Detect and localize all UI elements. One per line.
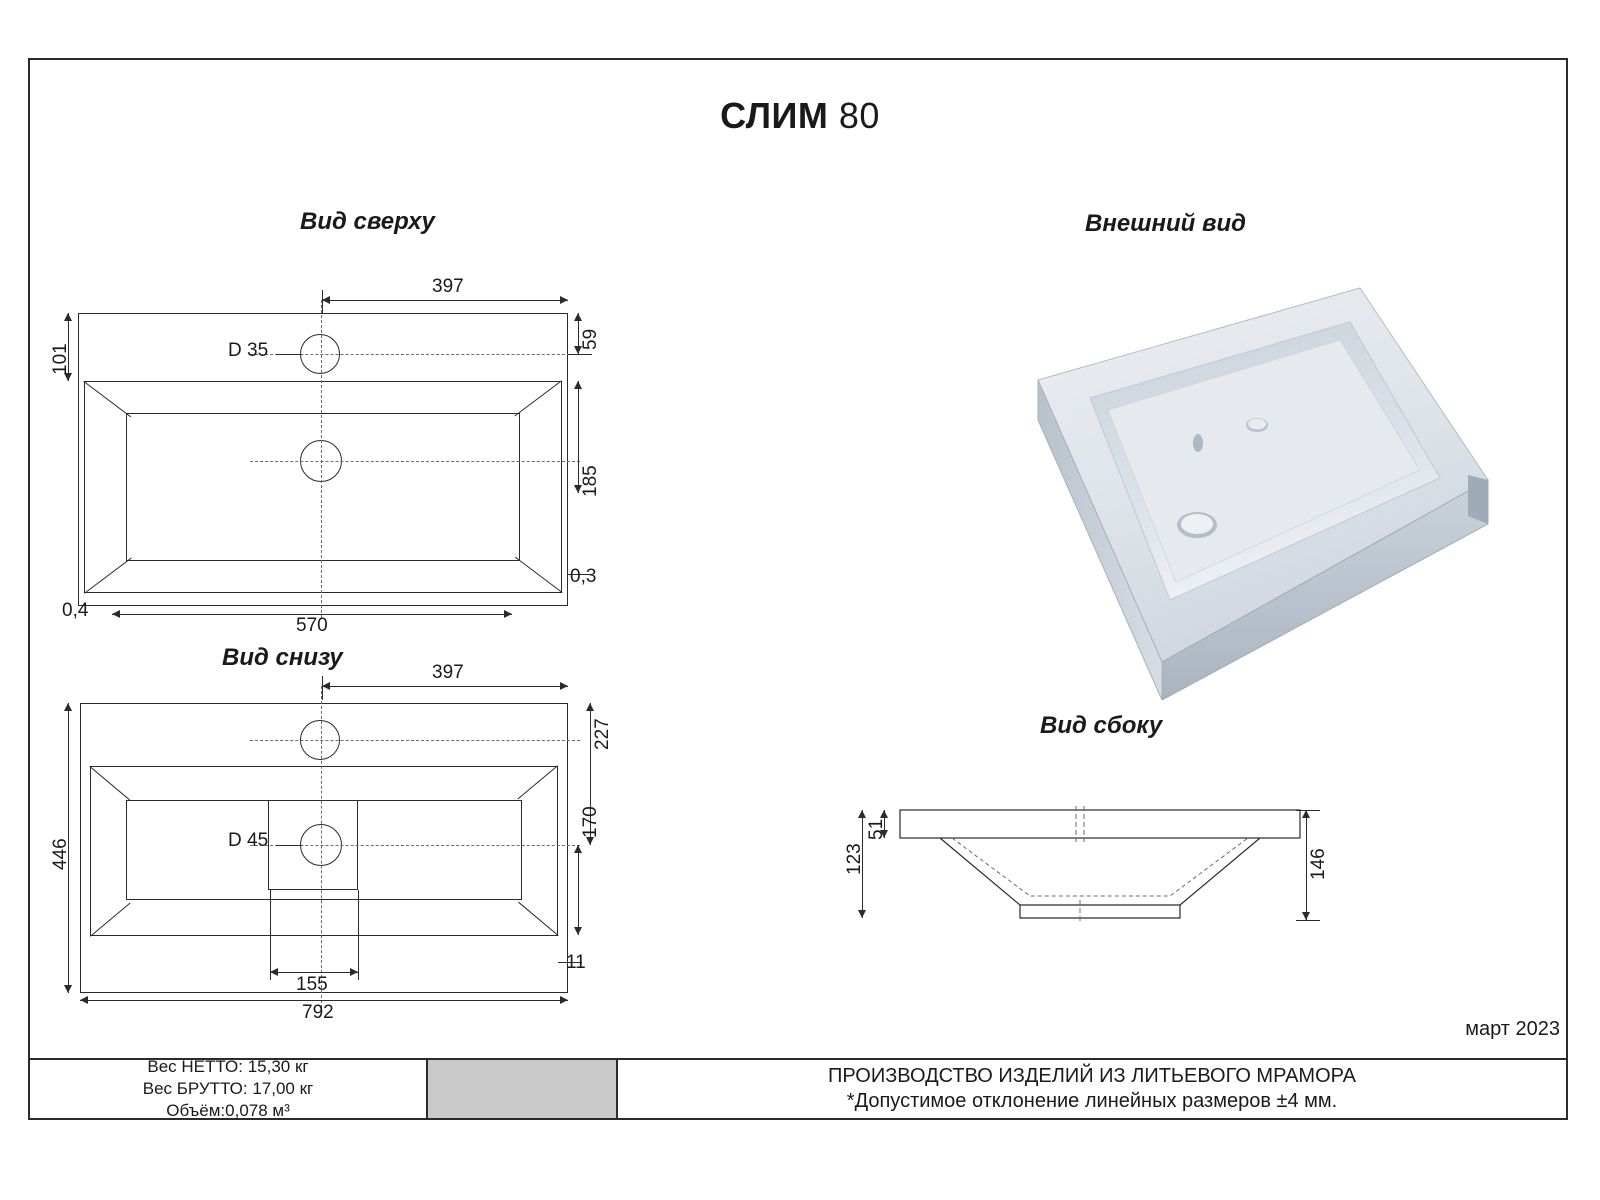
page-title-model: СЛИМ [720, 95, 829, 136]
top-dim-185-arrow-up [574, 381, 582, 389]
top-dim-397-arrow-right [560, 296, 568, 304]
top-dim-101-label: 101 [50, 343, 71, 375]
top-dim-397-arrow-left [322, 296, 330, 304]
bottom-dim-11-label: 11 [566, 952, 586, 973]
bottom-dim-170-label: 170 [580, 806, 601, 838]
top-dim-397-line [322, 300, 568, 301]
bottom-dim-155-arrow-left [270, 968, 278, 976]
top-dim-d35-leader [276, 354, 302, 355]
bottom-dim-155-ext-l [270, 890, 271, 980]
bottom-dim-792-arrow-right [560, 996, 568, 1004]
bottom-dim-446-arrow-down [64, 985, 72, 993]
side-dim-51-label: 51 [866, 818, 887, 840]
page-title [0, 95, 1600, 137]
bottom-dim-d45-label: D 45 [228, 830, 269, 851]
sink-3d-render [840, 270, 1500, 700]
side-dim-51-arrow-up [880, 810, 888, 818]
drawing-date: март 2023 [1465, 1018, 1560, 1040]
top-dim-570-arrow-left [112, 610, 120, 618]
bottom-dim-792-label: 792 [302, 1002, 334, 1023]
bottom-view-centerline-h1 [250, 740, 580, 741]
bottom-dim-446-label: 446 [50, 838, 71, 870]
view-title-top: Вид сверху [300, 208, 435, 235]
top-dim-397-ext [322, 290, 323, 314]
view-title-side: Вид сбоку [1040, 712, 1163, 739]
volume: Объём:0,078 м³ [166, 1100, 290, 1120]
bottom-dim-397-ext [322, 676, 323, 700]
top-dim-570-arrow-right [504, 610, 512, 618]
bottom-dim-170-arrow-up [574, 845, 582, 853]
bottom-dim-792-arrow-left [80, 996, 88, 1004]
side-dim-146-label: 146 [1308, 848, 1329, 880]
top-dim-04-label: 0,4 [62, 600, 89, 621]
bottom-dim-397-arrow-left [322, 682, 330, 690]
top-view-centerline-h2 [250, 461, 580, 462]
manufacture-note: ПРОИЗВОДСТВО ИЗДЕЛИЙ ИЗ ЛИТЬЕВОГО МРАМОРА [828, 1065, 1356, 1087]
top-dim-185-label: 185 [580, 465, 601, 497]
bottom-view-centerline-v [321, 686, 322, 1008]
bottom-dim-227-arrow-up [586, 703, 594, 711]
bottom-dim-155-ext-r [358, 890, 359, 980]
bottom-dim-397-label: 397 [432, 662, 464, 683]
top-dim-d35-label: D 35 [228, 340, 269, 361]
bottom-dim-155-label: 155 [296, 974, 328, 995]
bottom-dim-d45-leader [276, 845, 302, 846]
bottom-dim-170-line [578, 845, 579, 935]
side-dim-146-ext-top [1296, 810, 1320, 811]
side-dim-146-arrow-up [1302, 810, 1310, 818]
gross-weight: Вес БРУТТО: 17,00 кг [142, 1079, 314, 1099]
side-dim-146-arrow-down [1302, 912, 1310, 920]
top-dim-397-label: 397 [432, 276, 464, 297]
bottom-dim-446-arrow-up [64, 703, 72, 711]
top-view-centerline-v [321, 300, 322, 618]
tolerance-note: *Допустимое отклонение линейных размеров ±4 мм. [846, 1090, 1338, 1112]
side-dim-146-ext-bottom [1296, 920, 1320, 921]
bottom-dim-227-label: 227 [592, 718, 613, 750]
bottom-dim-170-arrow-down [574, 927, 582, 935]
bottom-dim-155-line [270, 972, 358, 973]
title-block-weights [28, 1058, 428, 1120]
title-block [28, 1058, 1568, 1120]
top-dim-03-label: 0,3 [570, 566, 597, 587]
side-dim-146-line [1306, 810, 1307, 920]
top-dim-185-line [578, 381, 579, 493]
bottom-dim-397-arrow-right [560, 682, 568, 690]
top-view-basin-rect [126, 413, 520, 561]
page-title-size: 80 [838, 95, 880, 136]
side-dim-123-arrow-up [858, 810, 866, 818]
view-title-bottom: Вид снизу [222, 644, 343, 671]
title-block-logo-area [428, 1058, 618, 1120]
bottom-dim-155-arrow-right [350, 968, 358, 976]
view-title-exterior: Внешний вид [1085, 210, 1246, 237]
bottom-dim-227-arrow-down [586, 837, 594, 845]
top-dim-59-arrow-up [574, 313, 582, 321]
side-dim-123-label: 123 [844, 843, 865, 875]
net-weight: Вес НЕТТО: 15,30 кг [147, 1057, 309, 1077]
title-block-note [618, 1058, 1568, 1120]
top-dim-59-label: 59 [580, 328, 601, 350]
bottom-dim-397-line [322, 686, 568, 687]
top-dim-59-ext [568, 354, 592, 355]
bottom-dim-792-line [80, 1000, 568, 1001]
side-view-drawing [880, 800, 1320, 950]
top-dim-101-arrow-up [64, 313, 72, 321]
side-dim-123-arrow-down [858, 910, 866, 918]
top-dim-570-label: 570 [296, 615, 328, 636]
